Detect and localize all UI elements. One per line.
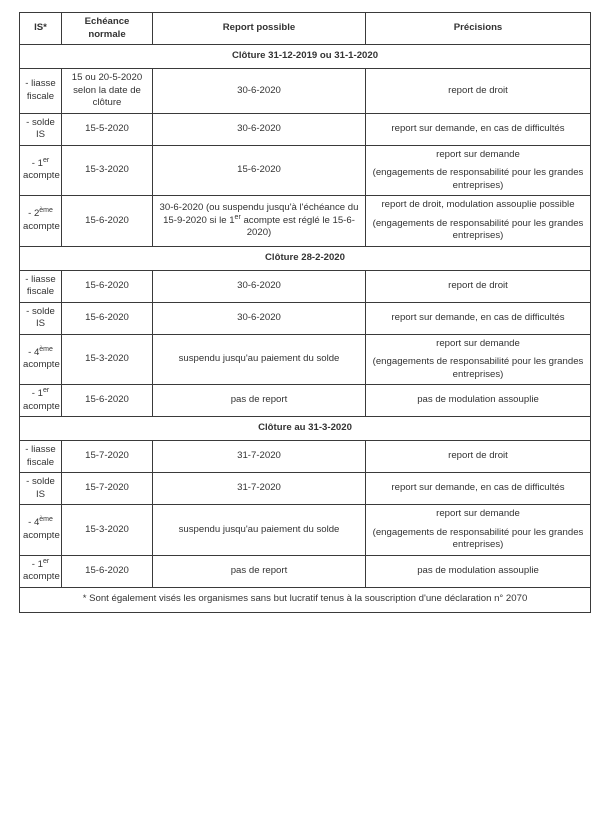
is-deadlines-table: [19, 12, 591, 613]
row-label-sub: IS: [35, 318, 46, 329]
cell-echeance: 15-6-2020: [62, 385, 153, 417]
precisions-text: report de droit: [448, 279, 508, 291]
row-label-main: - 1: [31, 388, 43, 399]
cell-report: [153, 145, 366, 196]
precisions-text: report de droit: [448, 450, 508, 462]
cell-is: [20, 113, 62, 145]
cell-is: [20, 334, 62, 385]
cell-report: [153, 113, 366, 145]
footnote: * Sont également visés les organismes sans but lucratif tenus à la souscription d'une déclaration n° 2070: [20, 587, 591, 612]
row-label-sup: er: [42, 386, 50, 394]
cell-precisions: [366, 505, 591, 556]
report-text: 15-6-2020: [237, 164, 281, 175]
cell-report: [153, 505, 366, 556]
row-label-sub: acompte: [23, 571, 60, 582]
report-text: suspendu jusqu'au paiement du solde: [178, 523, 340, 535]
row-label-sup: ème: [39, 345, 53, 353]
cell-report: [153, 555, 366, 587]
row-label-sub: acompte: [23, 170, 60, 182]
cell-echeance: 15-3-2020: [62, 145, 153, 196]
precisions-text: report sur demande, en cas de difficultés: [391, 311, 565, 323]
cell-precisions: [366, 113, 591, 145]
row-label-sub: acompte: [23, 359, 60, 371]
table-row: [20, 69, 591, 114]
report-text: pas de report: [230, 394, 288, 406]
row-label-sub: IS: [35, 129, 46, 140]
row-label-sub: acompte: [23, 220, 60, 232]
table-row: [20, 441, 591, 473]
section-row: [20, 246, 591, 270]
col-header-report: Report possible: [153, 13, 366, 45]
cell-echeance: 15-7-2020: [62, 441, 153, 473]
precisions-extra: (engagements de responsabilité pour les grandes entreprises): [372, 356, 584, 380]
cell-report: [153, 441, 366, 473]
cell-is: [20, 196, 62, 247]
cell-echeance: 15-6-2020: [62, 302, 153, 334]
cell-precisions: [366, 555, 591, 587]
row-label-main: - 4: [28, 517, 40, 529]
table-row: [20, 113, 591, 145]
table-row: [20, 270, 591, 302]
report-text: pas de report: [230, 564, 288, 576]
cell-is: [20, 555, 62, 587]
row-label-sup: er: [42, 156, 50, 164]
cell-precisions: [366, 302, 591, 334]
report-text-end: acompte est réglé le 15-6-2020): [240, 214, 355, 238]
row-label-main: - solde: [26, 476, 55, 487]
cell-is: [20, 145, 62, 196]
cell-is: [20, 505, 62, 556]
footnote-row: [20, 587, 591, 612]
table-row: [20, 196, 591, 247]
cell-is: [20, 473, 62, 505]
row-label-main: - liasse: [25, 78, 56, 90]
cell-precisions: [366, 145, 591, 196]
row-label-main: - liasse: [25, 273, 56, 285]
table-row: [20, 145, 591, 196]
cell-report: [153, 270, 366, 302]
row-label-sub: acompte: [23, 400, 60, 412]
cell-echeance: 15-6-2020: [62, 196, 153, 247]
cell-echeance: 15-5-2020: [62, 113, 153, 145]
precisions-extra: (engagements de responsabilité pour les grandes entreprises): [372, 217, 584, 241]
cell-is: [20, 441, 62, 473]
cell-is: [20, 302, 62, 334]
row-label-sup: ème: [39, 207, 53, 215]
row-label-sub: IS: [35, 488, 46, 500]
row-label-sub: acompte: [23, 529, 60, 541]
table-row: [20, 473, 591, 505]
table-row: [20, 385, 591, 417]
section-title: Clôture au 31-3-2020: [20, 417, 591, 441]
col-header-precisions: Précisions: [366, 13, 591, 45]
table-row: [20, 505, 591, 556]
cell-is: [20, 69, 62, 114]
row-label-sup: er: [42, 557, 50, 565]
row-label-sup: ème: [39, 516, 53, 524]
cell-echeance: 15-6-2020: [62, 555, 153, 587]
row-label-main: - 2: [28, 208, 40, 220]
cell-echeance: 15-7-2020: [62, 473, 153, 505]
cell-precisions: [366, 196, 591, 247]
section-title: Clôture 28-2-2020: [20, 246, 591, 270]
row-label-sub: fiscale: [26, 286, 55, 297]
precisions-text: report sur demande: [436, 508, 520, 519]
row-label-main: - liasse: [25, 444, 56, 455]
cell-precisions: [366, 69, 591, 114]
cell-is: [20, 270, 62, 302]
precisions-text: report sur demande: [436, 337, 520, 349]
col-header-is: IS*: [20, 13, 62, 45]
cell-echeance: 15-3-2020: [62, 505, 153, 556]
cell-report: [153, 334, 366, 385]
col-header-echeance: Echéance normale: [62, 13, 153, 45]
cell-precisions: [366, 473, 591, 505]
table-row: [20, 334, 591, 385]
row-label-main: - 1: [31, 157, 43, 169]
row-label-main: - solde: [26, 305, 55, 317]
precisions-text: report de droit: [448, 84, 508, 96]
cell-report: [153, 196, 366, 247]
report-text: 30-6-2020 (ou suspendu jusqu'à l'échéance du 15-9-2020 si le 1: [159, 202, 359, 226]
cell-precisions: [366, 334, 591, 385]
row-label-main: - 4: [28, 346, 40, 358]
row-label-main: - 1: [31, 558, 43, 570]
cell-precisions: [366, 385, 591, 417]
report-sup: er: [234, 213, 241, 221]
precisions-text: report de droit, modulation assouplie possible: [381, 199, 575, 210]
cell-precisions: [366, 270, 591, 302]
header-row: [20, 13, 591, 45]
precisions-text: report sur demande: [436, 148, 520, 160]
report-text: suspendu jusqu'au paiement du solde: [178, 353, 340, 364]
report-text: 30-6-2020: [237, 122, 281, 134]
precisions-text: pas de modulation assouplie: [417, 564, 539, 576]
section-title: Clôture 31-12-2019 ou 31-1-2020: [20, 45, 591, 69]
row-label-sub: fiscale: [26, 456, 55, 468]
cell-is: [20, 385, 62, 417]
table-row: [20, 302, 591, 334]
cell-precisions: [366, 441, 591, 473]
cell-report: [153, 385, 366, 417]
cell-report: [153, 69, 366, 114]
section-row: [20, 417, 591, 441]
precisions-extra: (engagements de responsabilité pour les grandes entreprises): [372, 167, 584, 191]
report-text: 30-6-2020: [237, 84, 281, 96]
row-label-main: - solde: [26, 116, 55, 128]
report-text: 31-7-2020: [237, 482, 281, 494]
cell-echeance: 15-3-2020: [62, 334, 153, 385]
cell-report: [153, 473, 366, 505]
cell-report: [153, 302, 366, 334]
precisions-text: report sur demande, en cas de difficultés: [391, 482, 565, 494]
cell-echeance: 15-6-2020: [62, 270, 153, 302]
section-row: [20, 45, 591, 69]
precisions-text: report sur demande, en cas de difficultés: [391, 122, 565, 134]
precisions-text: pas de modulation assouplie: [417, 394, 539, 406]
cell-echeance: 15 ou 20-5-2020 selon la date de clôture: [62, 69, 153, 114]
report-text: 30-6-2020: [237, 279, 281, 291]
table-row: [20, 555, 591, 587]
row-label-sub: fiscale: [26, 90, 55, 102]
report-text: 31-7-2020: [237, 450, 281, 462]
precisions-extra: (engagements de responsabilité pour les grandes entreprises): [372, 526, 584, 550]
report-text: 30-6-2020: [237, 311, 281, 323]
